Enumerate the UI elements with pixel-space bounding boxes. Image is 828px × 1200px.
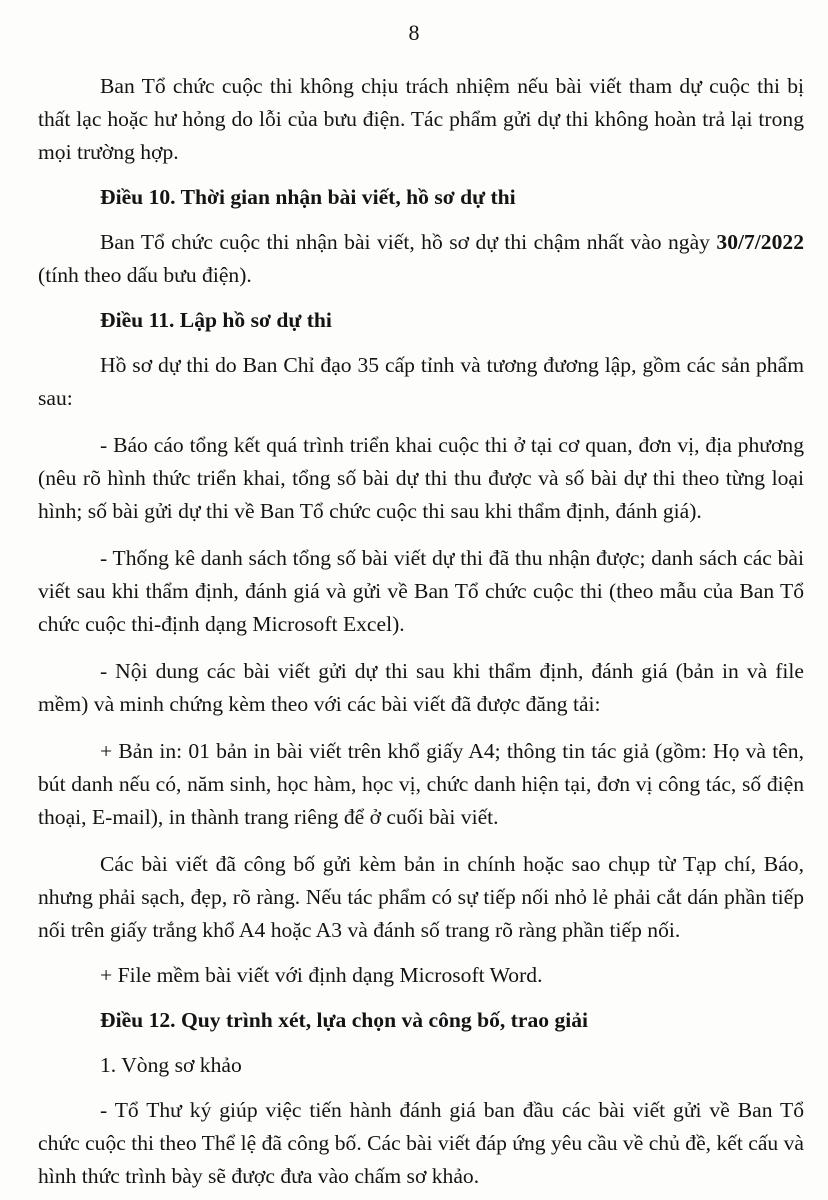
paragraph-statistics-list: - Thống kê danh sách tổng số bài viết dự thi đã thu nhận được; danh sách các bài viết sau khi thẩm định, đánh giá và gửi về Ban Tổ chức cuộc thi (theo mẫu của Ban Tổ chức cuộc thi-định dạng Microsoft Excel). [38, 546, 804, 636]
paragraph-summary-report: - Báo cáo tổng kết quá trình triển khai cuộc thi ở tại cơ quan, đơn vị, địa phương (nêu rõ hình thức triển khai, tổng số bài dự thi thu được và số bài dự thi theo từng loại hình; số bài gửi dự thi về Ban Tổ chức cuộc thi sau khi thẩm định, đánh giá). [38, 433, 804, 523]
document-body [38, 70, 804, 1193]
article-10-heading: Điều 10. Thời gian nhận bài viết, hồ sơ dự thi [100, 185, 516, 209]
article-11-heading: Điều 11. Lập hồ sơ dự thi [100, 308, 332, 332]
paragraph-secretariat: - Tổ Thư ký giúp việc tiến hành đánh giá ban đầu các bài viết gửi về Ban Tổ chức cuộc thi theo Thể lệ đã công bố. Các bài viết đáp ứng yêu cầu về chủ đề, kết cấu và hình thức trình bày sẽ được đưa vào chấm sơ khảo. [38, 1098, 804, 1188]
paragraph-soft-file: + File mềm bài viết với định dạng Microsoft Word. [100, 963, 543, 987]
paragraph-disclaimer: Ban Tổ chức cuộc thi không chịu trách nhiệm nếu bài viết tham dự cuộc thi bị thất lạc hoặc hư hỏng do lỗi của bưu điện. Tác phẩm gửi dự thi không hoàn trả lại trong mọi trường hợp. [38, 74, 804, 164]
paragraph-deadline [38, 226, 804, 292]
paragraph-printed-copy: + Bản in: 01 bản in bài viết trên khổ giấy A4; thông tin tác giả (gồm: Họ và tên, bút danh nếu có, năm sinh, học hàm, học vị, chức danh hiện tại, đơn vị công tác, số điện thoại, E-mail), in thành trang riêng để ở cuối bài viết. [38, 739, 804, 829]
deadline-date: 30/7/2022 [716, 230, 804, 254]
paragraph-article-content: - Nội dung các bài viết gửi dự thi sau khi thẩm định, đánh giá (bản in và file mềm) và minh chứng kèm theo với các bài viết đã được đăng tải: [38, 659, 804, 716]
paragraph-published-articles: Các bài viết đã công bố gửi kèm bản in chính hoặc sao chụp từ Tạp chí, Báo, nhưng phải sạch, đẹp, rõ ràng. Nếu tác phẩm có sự tiếp nối nhỏ lẻ phải cắt dán phần tiếp nối trên giấy trắng khổ A4 hoặc A3 và đánh số trang rõ ràng phần tiếp nối. [38, 852, 804, 942]
paragraph-preliminary-round: 1. Vòng sơ khảo [100, 1053, 242, 1077]
deadline-text-after: (tính theo dấu bưu điện). [38, 263, 252, 287]
paragraph-dossier-intro: Hồ sơ dự thi do Ban Chỉ đạo 35 cấp tỉnh và tương đương lập, gồm các sản phẩm sau: [38, 353, 804, 410]
article-12-heading: Điều 12. Quy trình xét, lựa chọn và công bố, trao giải [100, 1008, 589, 1032]
page-number: 8 [408, 20, 420, 45]
deadline-text-before: Ban Tổ chức cuộc thi nhận bài viết, hồ sơ dự thi chậm nhất vào ngày [100, 230, 717, 254]
